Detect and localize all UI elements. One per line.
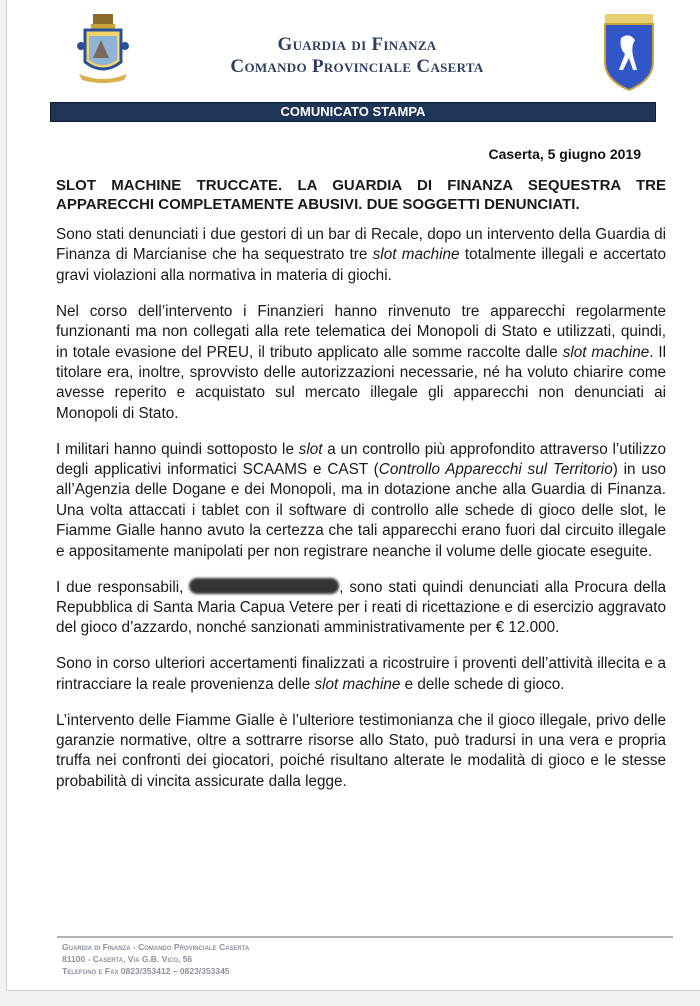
footer-divider [57,936,673,938]
text: a un controllo più approfondito attraverso l’utilizzo degli applicativi informatici SCAAMS e CAST ( [56,440,666,479]
paragraph [56,440,666,562]
paragraph [56,578,666,639]
guardia-di-finanza-crest-logo [73,12,133,90]
press-release-body [56,176,666,808]
paragraph [56,711,666,793]
regional-command-shield-logo [603,12,655,92]
text: Nel corso dell’intervento i Finanzieri hanno rinvenuto tre apparecchi regolarmente funzionanti ma non collegati alla rete telematica dei Monopoli di Stato e utilizzati, quindi, in totale evasione del PREU, il tributo applicato alle somme raccolte dalle [56,302,666,361]
text: ) in uso all’Agenzia delle Dogane e dei Monopoli, ma in dotazione anche alla Guardia di Finanza. Una volta attaccati i tablet con il software di controllo alle schede di gioco delle slot, le Fiamme Gialle hanno avuto la certezza che tali apparecchi erano fuori dal circuito illegale e appositamente manipolati per non registrare neanche il volume delle giocate eseguite. [56,461,666,560]
text: . Il titolare era, inoltre, sprovvisto delle autorizzazioni necessarie, né ha voluto chiarire come avesse reperito e acquistato sul mercato illegale gli apparecchi non denunciati ai Monopoli di Stato. [56,343,666,422]
footer-address: 81100 - Caserta, Via G.B. Vico, 56 [62,954,193,964]
italic-text: slot machine [314,675,401,693]
redacted-names [189,578,339,594]
paragraph [56,225,666,286]
text: , sono stati quindi denunciati alla Procura della Repubblica di Santa Maria Capua Vetere per i reati di ricettazione e di esercizio aggravato del gioco d’azzardo, nonché sanzionati amministrativamente per € 12.000. [56,578,667,637]
italic-text: slot machine [562,343,650,361]
paragraph [56,302,666,424]
text: L’intervento delle Fiamme Gialle è l’ulteriore testimonianza che il gioco illegale, privo delle garanzie normative, oltre a sottrarre risorse allo Stato, può tradursi in una vera e propria truffa nei confronti dei giocatori, poiché risultano alterate le modalità di gioco e le stesse probabilità di vincita assicurate dalla legge. [56,711,666,790]
italic-text: slot machine [372,246,460,264]
text: e delle schede di gioco. [400,675,565,693]
text: totalmente illegali e accertato gravi violazioni alla normativa in materia di giochi. [56,246,666,284]
text: I militari hanno quindi sottoposto le [56,440,299,458]
press-release-title: SLOT MACHINE TRUCCATE. LA GUARDIA DI FINANZA SEQUESTRA TRE APPARECCHI COMPLETAMENTE ABUSIVI. DUE SOGGETTI DENUNCIATI. [56,177,666,213]
org-name: Guardia di Finanza [277,34,437,55]
text: Sono stati denunciati i due gestori di un bar di Recale, dopo un intervento della Guardia di Finanza di Marcianise che ha sequestrato tre [56,226,666,264]
footer-contact [62,941,249,977]
text: Sono in corso ulteriori accertamenti finalizzati a ricostruire i proventi dell’attività illecita e a rintracciare la reale provenienza delle [56,655,666,693]
release-date: Caserta, 5 giugno 2019 [488,146,641,162]
press-release-banner: COMUNICATO STAMPA [50,102,656,122]
footer-phone: Telefono e Fax 0823/353412 – 0823/353345 [62,966,230,976]
footer-org: Guardia di Finanza - Comando Provinciale Caserta [62,942,250,952]
italic-text: slot [298,440,323,458]
organization-header [157,34,557,78]
italic-text: Controllo Apparecchi sul Territorio [378,461,613,479]
org-command: Comando Provinciale Caserta [230,56,484,77]
document-page [6,0,700,991]
paragraph [56,654,666,695]
text: I due responsabili, [56,578,190,596]
